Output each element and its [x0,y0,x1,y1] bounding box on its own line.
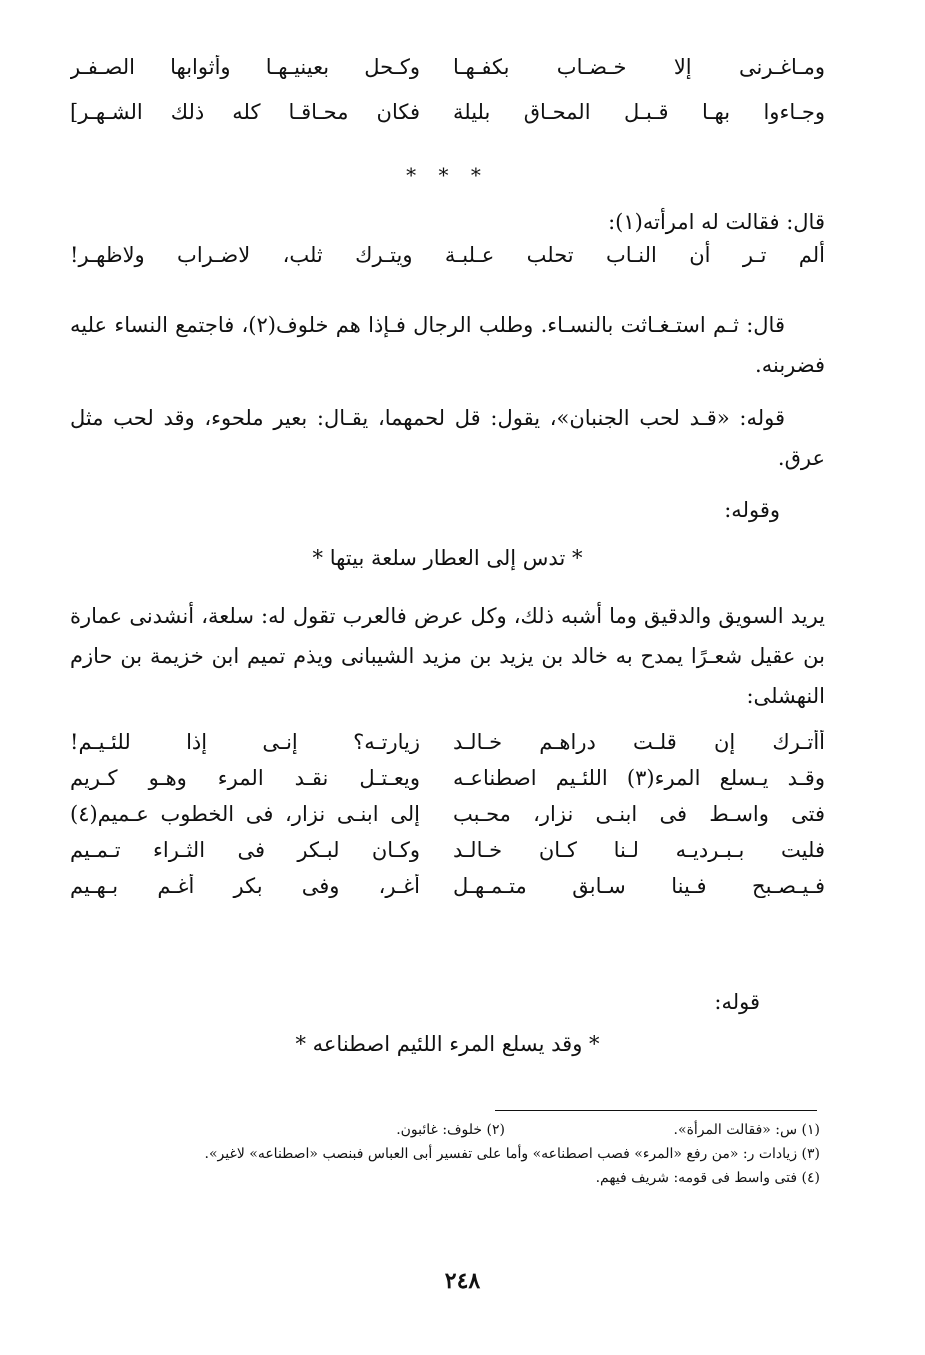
poem-hemistich-first: وقـد يـسلع المرء(٣) اللئـيم اصطناعـه [453,766,825,790]
poem-line [70,874,825,908]
poem-line [70,766,825,800]
poem-hemistich-second: زيارتـه؟ إنـى إذا للئـيـم! [70,730,420,754]
footnote-3: (٣) زيادات ر: «من رفع «المرء» فصب اصطناعه» وأما على تفسير أبى العباس فبنصب «اصطناعه» لاغير». [204,1146,820,1162]
paragraph-3: يريد السويق والدقيق وما أشبه ذلك، وكل عرض فالعرب تقول له: سلعة، أنشدنى عمارة بن عقيل شعـرًا يمدح به خالد بن يزيد بن مزيد الشيبانى ويذم تميم ابن خزيمة بن حازم النهشلى: [70,604,825,708]
quote-line: * وقد يسلع المرء اللئيم اصطناعه * [295,1032,600,1056]
poem-hemistich-second: إلى ابنـى نزار، فى الخطوب عـميم(٤) [70,802,420,826]
wa-qawluhu-label: وقوله: [724,498,780,522]
paragraph-1: قال: ثـم استـغـاثت بالنسـاء. وطلب الرجال فـإذا هم خلوف(٢)، فاجتمع النساء عليه فضربنه. [70,313,825,377]
footnote-1: (١) س: «فقالت المرأة». [673,1122,820,1138]
qala-line: قال: فقالت له امرأته(١): [608,210,825,234]
verse-hemistich-second: فكان محـاقـا كله ذلك الشـهـر] [70,100,420,124]
footnote-rule [495,1110,817,1111]
section-separator: * * * [406,163,489,187]
poem-hemistich-first: فتى واسـط فى ابنـى نزار، محـبب [453,802,825,826]
poem-hemistich-second: أغـر، وفى بكر أغـم بـهـيم [70,874,420,898]
verse-hemistich-second: وكـحل بعينيـهـا وأثوابها الصـفـر [70,55,420,79]
verse-line [70,100,825,134]
quote-line: * تدس إلى العطار سلعة بيتها * [312,546,583,570]
poem-line [70,730,825,764]
poem-hemistich-first: أأتـرك إن قلـت دراهـم خـالـد [453,730,825,754]
qawluhu-label: قوله: [714,990,760,1014]
verse-hemistich-first: ومـاغـرنى إلا خـضـاب بكفـهـا [453,55,825,79]
poem-line [70,838,825,872]
page-number: ٢٤٨ [444,1268,481,1294]
single-verse: ألم تـر أن النـاب تحلب عـلبـة ويتـرك ثلب، لاضـراب ولاظهـر! [70,243,825,267]
poem-line [70,802,825,836]
paragraph-2: قوله: «قـد لحب الجنبان»، يقول: قل لحمهما، يقـال: بعير ملحوء، وقد لحب مثل عرق. [70,406,825,470]
verse-hemistich-first: وجـاءوا بهـا قـبـل المحـاق بليلة [453,100,825,124]
verse-line [70,55,825,89]
footnote-2: (٢) خلوف: غائبون. [396,1122,505,1138]
poem-hemistich-first: فـيـصـبح فـينا سـابق متـمـهـل [453,874,825,898]
footnote-4: (٤) فتى واسط فى قومه: شريف فيهم. [595,1170,820,1186]
poem-hemistich-first: فليت بـبـرديـه لـنا كـان خـالـد [453,838,825,862]
poem-hemistich-second: وكـان لبـكر فى الثـراء تـمـيم [70,838,420,862]
poem-hemistich-second: ويعـتـل نقـد المرء وهـو كـريم [70,766,420,790]
